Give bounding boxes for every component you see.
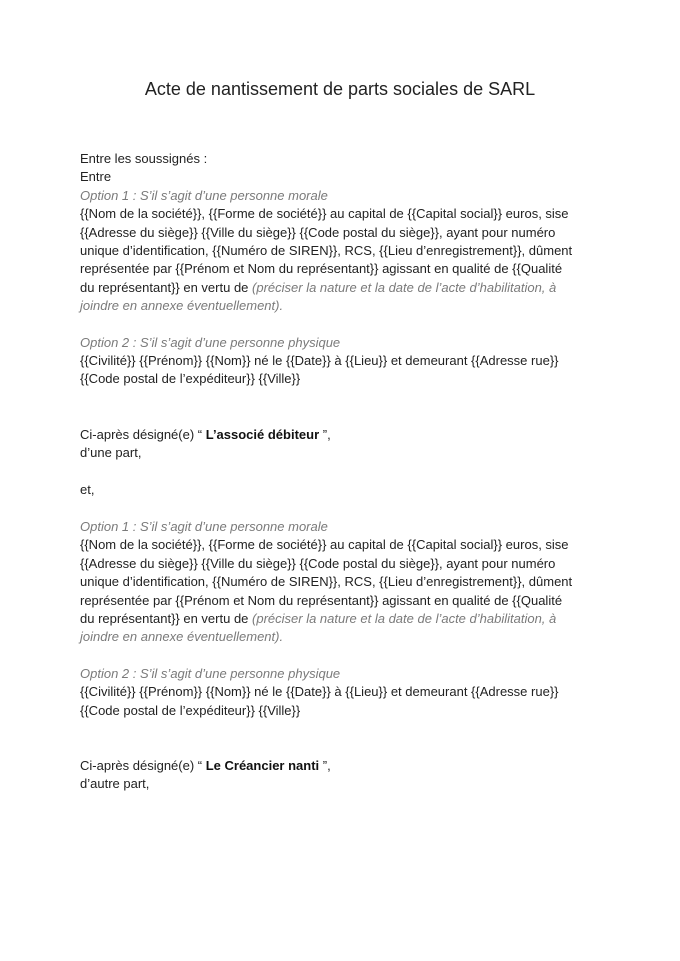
party-1-option-2-line-2: {{Code postal de l’expéditeur}} {{Ville}} (80, 371, 301, 387)
party-1-designation (80, 426, 600, 444)
party-1-option-1-line-5-plain: du représentant}} en vertu de (80, 279, 253, 295)
party-1-designation-name: L’associé débiteur (205, 426, 320, 442)
party-2-option-2-line-2: {{Code postal de l’expéditeur}} {{Ville}} (80, 702, 301, 718)
party-1-option-1-line-5-italic: (préciser la nature et la date de l’acte d’habilitation, à (252, 279, 557, 295)
party-2-part-line: d’autre part, (80, 776, 150, 792)
party-1-part-line: d’une part, (80, 445, 142, 461)
party-2-option-1-line-5 (80, 610, 600, 628)
party-1-option-1-line-5 (80, 279, 600, 297)
conjunction: et, (80, 482, 95, 498)
party-2-option-1-line-6: joindre en annexe éventuellement). (80, 629, 284, 645)
spacer (80, 647, 600, 665)
party-2-option-1-label: Option 1 : S’il s’agit d’une personne morale (80, 518, 328, 534)
party-1-designation-suffix: ”, (319, 426, 331, 442)
party-2-option-1-line-4: représentée par {{Prénom et Nom du représentant}} agissant en qualité de {{Qualité (80, 592, 563, 608)
document-title: Acte de nantissement de parts sociales de SARL (144, 79, 536, 99)
party-1-option-1-line-1: {{Nom de la société}}, {{Forme de société}} au capital de {{Capital social}} euros, sise (80, 206, 569, 222)
party-2-option-1-line-5-italic: (préciser la nature et la date de l’acte d’habilitation, à (252, 610, 557, 626)
spacer (80, 389, 600, 426)
spacer (80, 316, 600, 334)
party-1-option-1-line-4: représentée par {{Prénom et Nom du représentant}} agissant en qualité de {{Qualité (80, 261, 563, 277)
intro-line-1: Entre les soussignés : (80, 151, 208, 166)
party-2-section (80, 518, 600, 794)
party-1-option-2-line-1: {{Civilité}} {{Prénom}} {{Nom}} né le {{Date}} à {{Lieu}} et demeurant {{Adresse rue}} (80, 353, 559, 369)
party-2-option-1-line-2: {{Adresse du siège}} {{Ville du siège}} {{Code postal du siège}}, ayant pour numéro (80, 555, 556, 571)
party-2-option-1-line-3: unique d’identification, {{Numéro de SIREN}}, RCS, {{Lieu d’enregistrement}}, dûment (80, 574, 573, 590)
party-1-designation-prefix: Ci-après désigné(e) “ (80, 426, 206, 442)
party-2-option-1-line-1: {{Nom de la société}}, {{Forme de société}} au capital de {{Capital social}} euros, sise (80, 537, 569, 553)
party-2-option-2-line-1: {{Civilité}} {{Prénom}} {{Nom}} né le {{Date}} à {{Lieu}} et demeurant {{Adresse rue}} (80, 684, 559, 700)
party-1-option-1-label: Option 1 : S’il s’agit d’une personne morale (80, 187, 328, 203)
party-2-option-2-label: Option 2 : S’il s’agit d’une personne physique (80, 665, 341, 681)
spacer (80, 720, 600, 757)
document-body (80, 150, 600, 794)
party-1-option-2-label: Option 2 : S’il s’agit d’une personne physique (80, 334, 341, 350)
party-2-designation-prefix: Ci-après désigné(e) “ (80, 757, 206, 773)
party-1-option-1-line-2: {{Adresse du siège}} {{Ville du siège}} {{Code postal du siège}}, ayant pour numéro (80, 224, 556, 240)
party-2-option-1-line-5-plain: du représentant}} en vertu de (80, 610, 253, 626)
spacer (80, 463, 600, 481)
intro-line-2: Entre (80, 169, 112, 185)
spacer (80, 499, 600, 517)
party-2-designation-name: Le Créancier nanti (205, 757, 320, 773)
party-2-designation-suffix: ”, (319, 757, 331, 773)
party-1-option-1-line-3: unique d’identification, {{Numéro de SIREN}}, RCS, {{Lieu d’enregistrement}}, dûment (80, 243, 573, 259)
party-1-option-1-line-6: joindre en annexe éventuellement). (80, 298, 284, 314)
party-2-designation (80, 757, 600, 775)
party-1-section (80, 187, 600, 463)
